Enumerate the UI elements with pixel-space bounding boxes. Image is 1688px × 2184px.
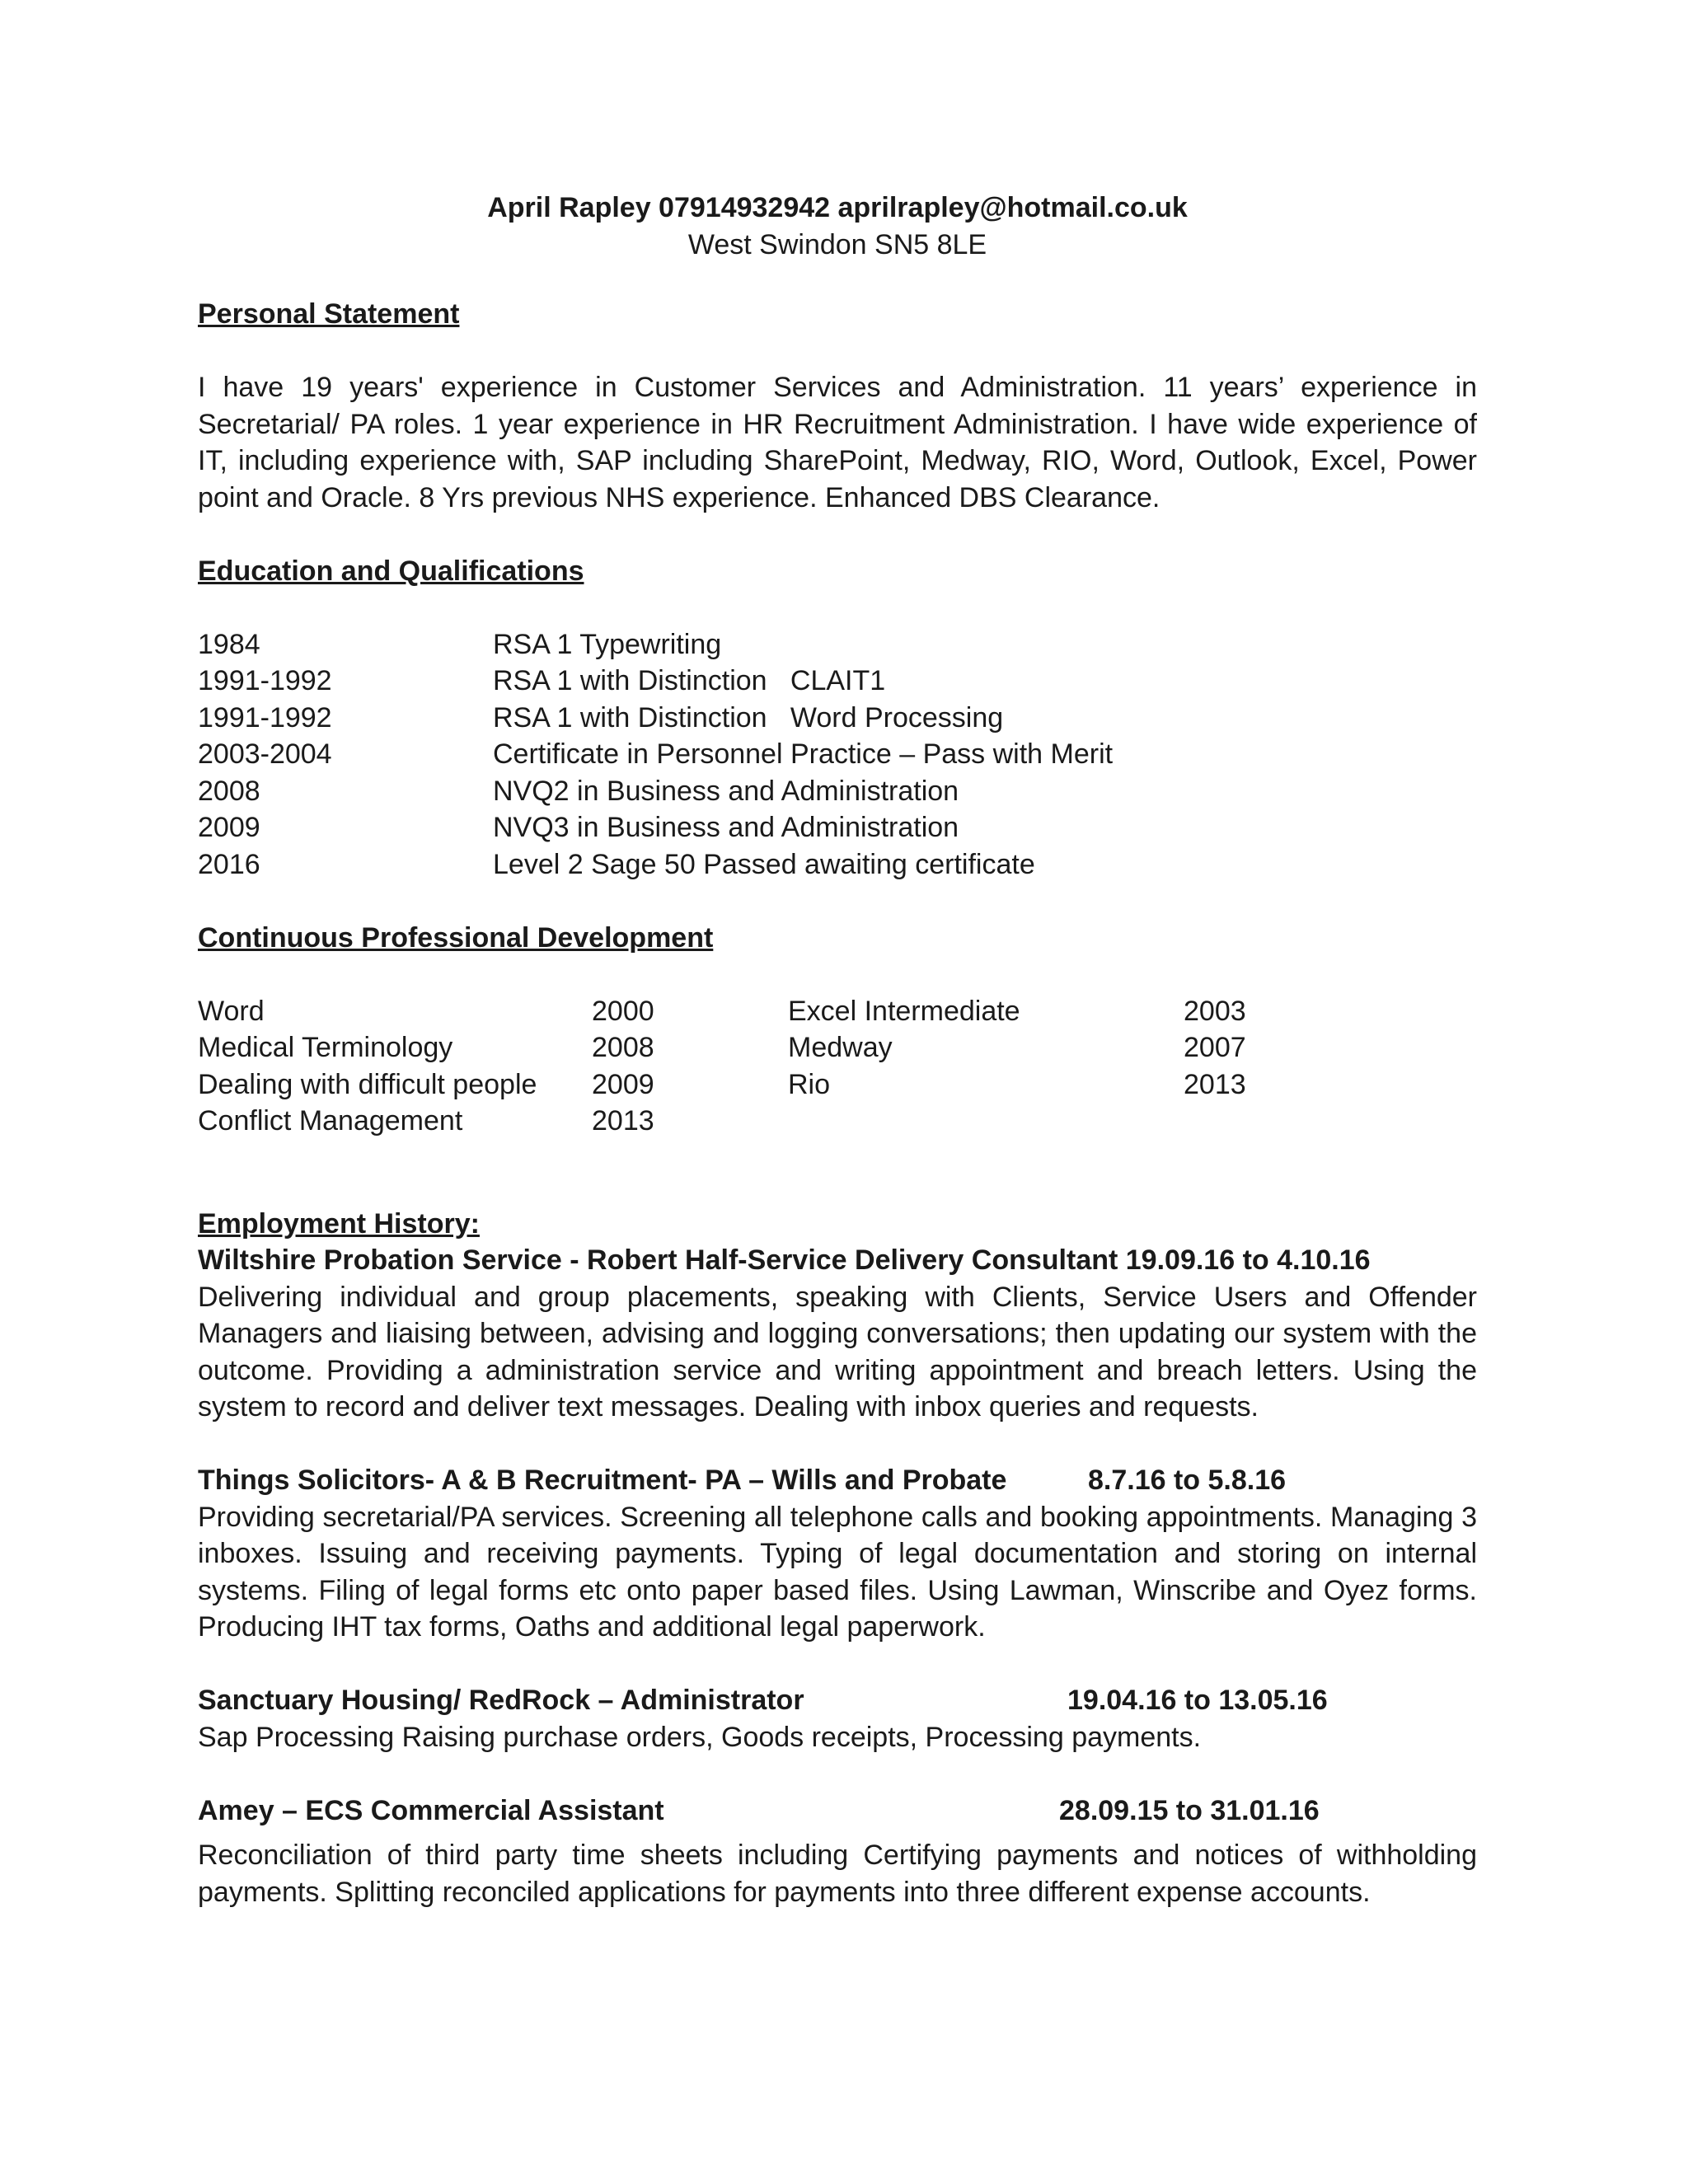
employment-heading: Employment History: [198,1207,480,1240]
qualification-year: 2003-2004 [198,738,332,770]
cpd-course [788,1103,1184,1140]
qualification-year: 1984 [198,628,260,660]
cpd-year [1184,1103,1477,1140]
cpd-year: 2008 [592,1032,654,1063]
personal-statement-heading: Personal Statement [198,298,460,330]
cpd-course: Word [198,995,265,1027]
job-header [198,1242,1477,1279]
job-title: Things Solicitors- A & B Recruitment- PA – Wills and Probate [198,1465,1007,1496]
job-description: Sap Processing Raising purchase orders, Goods receipts, Processing payments. [198,1721,1202,1753]
cpd-course: Conflict Management [198,1105,463,1137]
job-entry [198,1462,1477,1646]
job-description: Delivering individual and group placements, speaking with Clients, Service Users and Offender Managers and liaising between, advising and logging conversations; then updating our system with the outcome. Providing a administration service and writing appointment and breach letters. Using the system to record and deliver text messages. Dealing with inbox queries and requests. [198,1281,1477,1422]
cpd-year: 2013 [592,1105,654,1137]
job-header [198,1793,1477,1830]
cpd-year: 2003 [1184,995,1246,1027]
resume-header [198,190,1477,263]
job-entry [198,1682,1477,1755]
qualification-year: 1991-1992 [198,665,332,696]
cpd-year: 2000 [592,995,654,1027]
job-description: Reconciliation of third party time sheets including Certifying payments and notices of withholding payments. Splitting reconciled applications for payments into three different expense accounts. [198,1840,1477,1908]
job-title: Amey – ECS Commercial Assistant [198,1794,664,1826]
cpd-table [198,993,1477,1140]
qualification-row [198,736,1477,773]
qualification-year: 2009 [198,812,260,843]
qualification-desc: NVQ3 in Business and Administration [493,812,959,843]
job-dates: 28.09.15 to 31.01.16 [1059,1794,1320,1826]
qualification-desc: Level 2 Sage 50 Passed awaiting certificate [493,848,1035,880]
cpd-year: 2013 [1184,1068,1246,1100]
qualification-year: 1991-1992 [198,701,332,733]
cpd-course: Rio [788,1068,831,1100]
cpd-year: 2007 [1184,1032,1246,1063]
address-line: West Swindon SN5 8LE [687,228,987,260]
qualification-desc: RSA 1 with Distinction CLAIT1 [493,665,886,696]
qualification-row [198,846,1477,883]
cpd-row [198,1029,1477,1066]
qualification-desc: RSA 1 Typewriting [493,628,722,660]
job-entry [198,1793,1477,1911]
resume-page [198,190,1477,1910]
job-header [198,1462,1477,1499]
qualification-row [198,700,1477,737]
qualification-year: 2016 [198,848,260,880]
education-table [198,626,1477,883]
cpd-year: 2009 [592,1068,654,1100]
cpd-course: Excel Intermediate [788,995,1020,1027]
cpd-course: Dealing with difficult people [198,1068,537,1100]
qualification-row [198,663,1477,700]
job-title: Sanctuary Housing/ RedRock – Administrator [198,1685,804,1716]
qualification-year: 2008 [198,775,260,807]
cpd-row [198,1066,1477,1104]
job-dates: 8.7.16 to 5.8.16 [1088,1465,1287,1496]
job-dates: 19.04.16 to 13.05.16 [1067,1685,1328,1716]
qualification-desc: NVQ2 in Business and Administration [493,775,959,807]
cpd-course: Medical Terminology [198,1032,453,1063]
cpd-row [198,1103,1477,1140]
qualification-desc: RSA 1 with Distinction Word Processing [493,701,1004,733]
job-header [198,1682,1477,1719]
qualification-row [198,809,1477,846]
contact-line: April Rapley 07914932942 aprilrapley@hotmail.co.uk [487,192,1188,223]
qualification-row [198,626,1477,663]
job-description: Providing secretarial/PA services. Screening all telephone calls and booking appointments. Managing 3 inboxes. Issuing and receiving payments. Typing of legal documentation and storing on internal systems. Filing of legal forms etc onto paper based files. Using Lawman, Winscribe and Oyez forms. Producing IHT tax forms, Oaths and additional legal paperwork. [198,1501,1477,1643]
cpd-heading: Continuous Professional Development [198,921,714,954]
qualification-desc: Certificate in Personnel Practice – Pass with Merit [493,738,1114,770]
cpd-course: Medway [788,1032,893,1063]
personal-statement-text: I have 19 years' experience in Customer Services and Administration. 11 years’ experience in Secretarial/ PA roles. 1 year experience in HR Recruitment Administration. I have wide experience of IT, including experience with, SAP including SharePoint, Medway, RIO, Word, Outlook, Excel, Power point and Oracle. 8 Yrs previous NHS experience. Enhanced DBS Clearance. [198,372,1477,513]
education-heading: Education and Qualifications [198,555,584,587]
qualification-row [198,773,1477,810]
job-entry [198,1242,1477,1426]
cpd-row [198,993,1477,1030]
job-title: Wiltshire Probation Service - Robert Half-Service Delivery Consultant 19.09.16 to 4.10.16 [198,1244,1371,1276]
